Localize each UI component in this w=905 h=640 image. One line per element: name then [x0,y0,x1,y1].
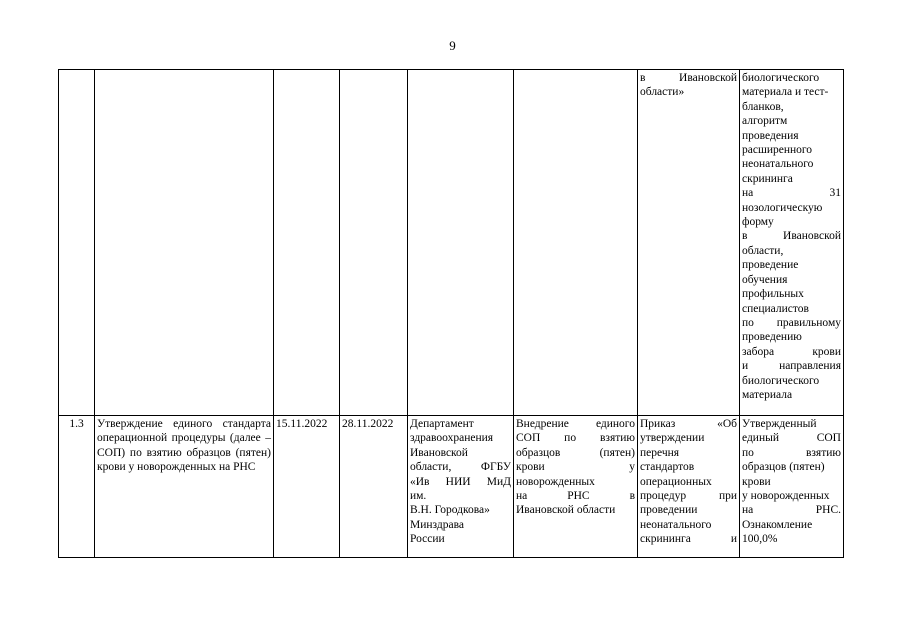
outcome-line: забора крови [742,345,841,358]
document-line: области» [640,86,685,99]
cell-start-empty [274,70,340,416]
indicator-line: Утвержденный [742,418,817,430]
table-row-continuation [59,70,844,416]
document-line: процедур при [640,490,737,503]
outcome-line: расширенного [742,144,813,157]
indicator-line: у новорожденных [742,490,830,503]
document-line: Приказ «Об [640,418,737,430]
outcome-line: биологического [742,72,820,84]
document-line: стандартов [640,461,695,474]
indicator-line: на РНС. [742,504,841,517]
cell-result-empty [514,70,638,416]
cell-outcome-continued [740,70,844,416]
outcome-line: проведения [742,129,799,142]
result-line: образцов (пятен) [516,446,635,459]
document-line: скрининга и [640,533,737,546]
outcome-line: и направления [742,360,841,373]
outcome-line: специалистов [742,302,809,315]
cell-document [638,416,740,558]
outcome-line: алгоритм [742,115,788,128]
outcome-line: обучения [742,273,788,286]
responsible-line: Ивановской [410,446,468,459]
outcome-line: скрининга [742,172,793,185]
responsible-line: здравоохранения [410,432,494,445]
indicator-line: Ознакомление [742,518,813,531]
indicator-line: 100,0% [742,533,778,546]
result-line: новорожденных [516,475,595,488]
cell-expected-result [514,416,638,558]
cell-event-empty [95,70,274,416]
outcome-line: материала [742,388,793,401]
outcome-line: биологического [742,374,820,387]
cell-end-empty [340,70,408,416]
outcome-line: области, [742,244,784,257]
cell-start-date: 15.11.2022 [274,416,340,558]
document-line: утверждении [640,432,705,445]
outcome-line: на 31 [742,187,841,200]
result-line: Внедрение единого [516,418,635,430]
document-line: неонатального [640,518,712,531]
cell-responsible-empty [408,70,514,416]
cell-end-date: 28.11.2022 [340,416,408,558]
indicator-line: единый СОП [742,432,841,445]
indicator-line: образцов (пятен) [742,461,825,474]
outcome-line: по правильному [742,316,841,329]
responsible-line: Департамент [410,418,474,430]
responsible-line: В.Н. Городкова» [410,504,490,517]
outcome-line: проведению [742,331,802,344]
outcome-line: нозологическую [742,201,823,214]
cell-number-empty [59,70,95,416]
cell-event: Утверждение единого стандарта операционной процедуры (далее – СОП) по взятию образцов (пятен) крови у новорожденных на РНС [95,416,274,558]
responsible-line: «Ив НИИ МиД [410,475,511,488]
result-line: крови у [516,461,635,474]
responsible-line: им. [410,490,427,503]
outcome-line: неонатального [742,158,814,171]
responsible-line: области, ФГБУ [410,461,511,474]
indicator-line: крови [742,475,771,488]
outcome-line: форму [742,216,774,229]
result-line: Ивановской области [516,504,616,517]
cell-number: 1.3 [59,416,95,558]
outcome-line: материала и тест- [742,86,829,99]
document-line: проведении [640,504,698,517]
page-number: 9 [449,38,456,53]
responsible-line: России [410,533,445,546]
responsible-line: Минздрава [410,518,464,531]
cell-indicator [740,416,844,558]
outcome-line: проведение [742,259,799,272]
result-line: СОП по взятию [516,432,635,445]
table-row-1-3 [59,416,844,558]
result-line: на РНС в [516,490,635,503]
cell-document-continued [638,70,740,416]
document-line: перечня [640,446,680,459]
outcome-line: профильных [742,288,804,301]
document-line: операционных [640,475,712,488]
indicator-line: по взятию [742,446,841,459]
outcome-line: в Ивановской [742,230,841,243]
plan-table [58,69,844,558]
document-line: в Ивановской [640,72,737,84]
outcome-line: бланков, [742,100,784,113]
cell-responsible [408,416,514,558]
